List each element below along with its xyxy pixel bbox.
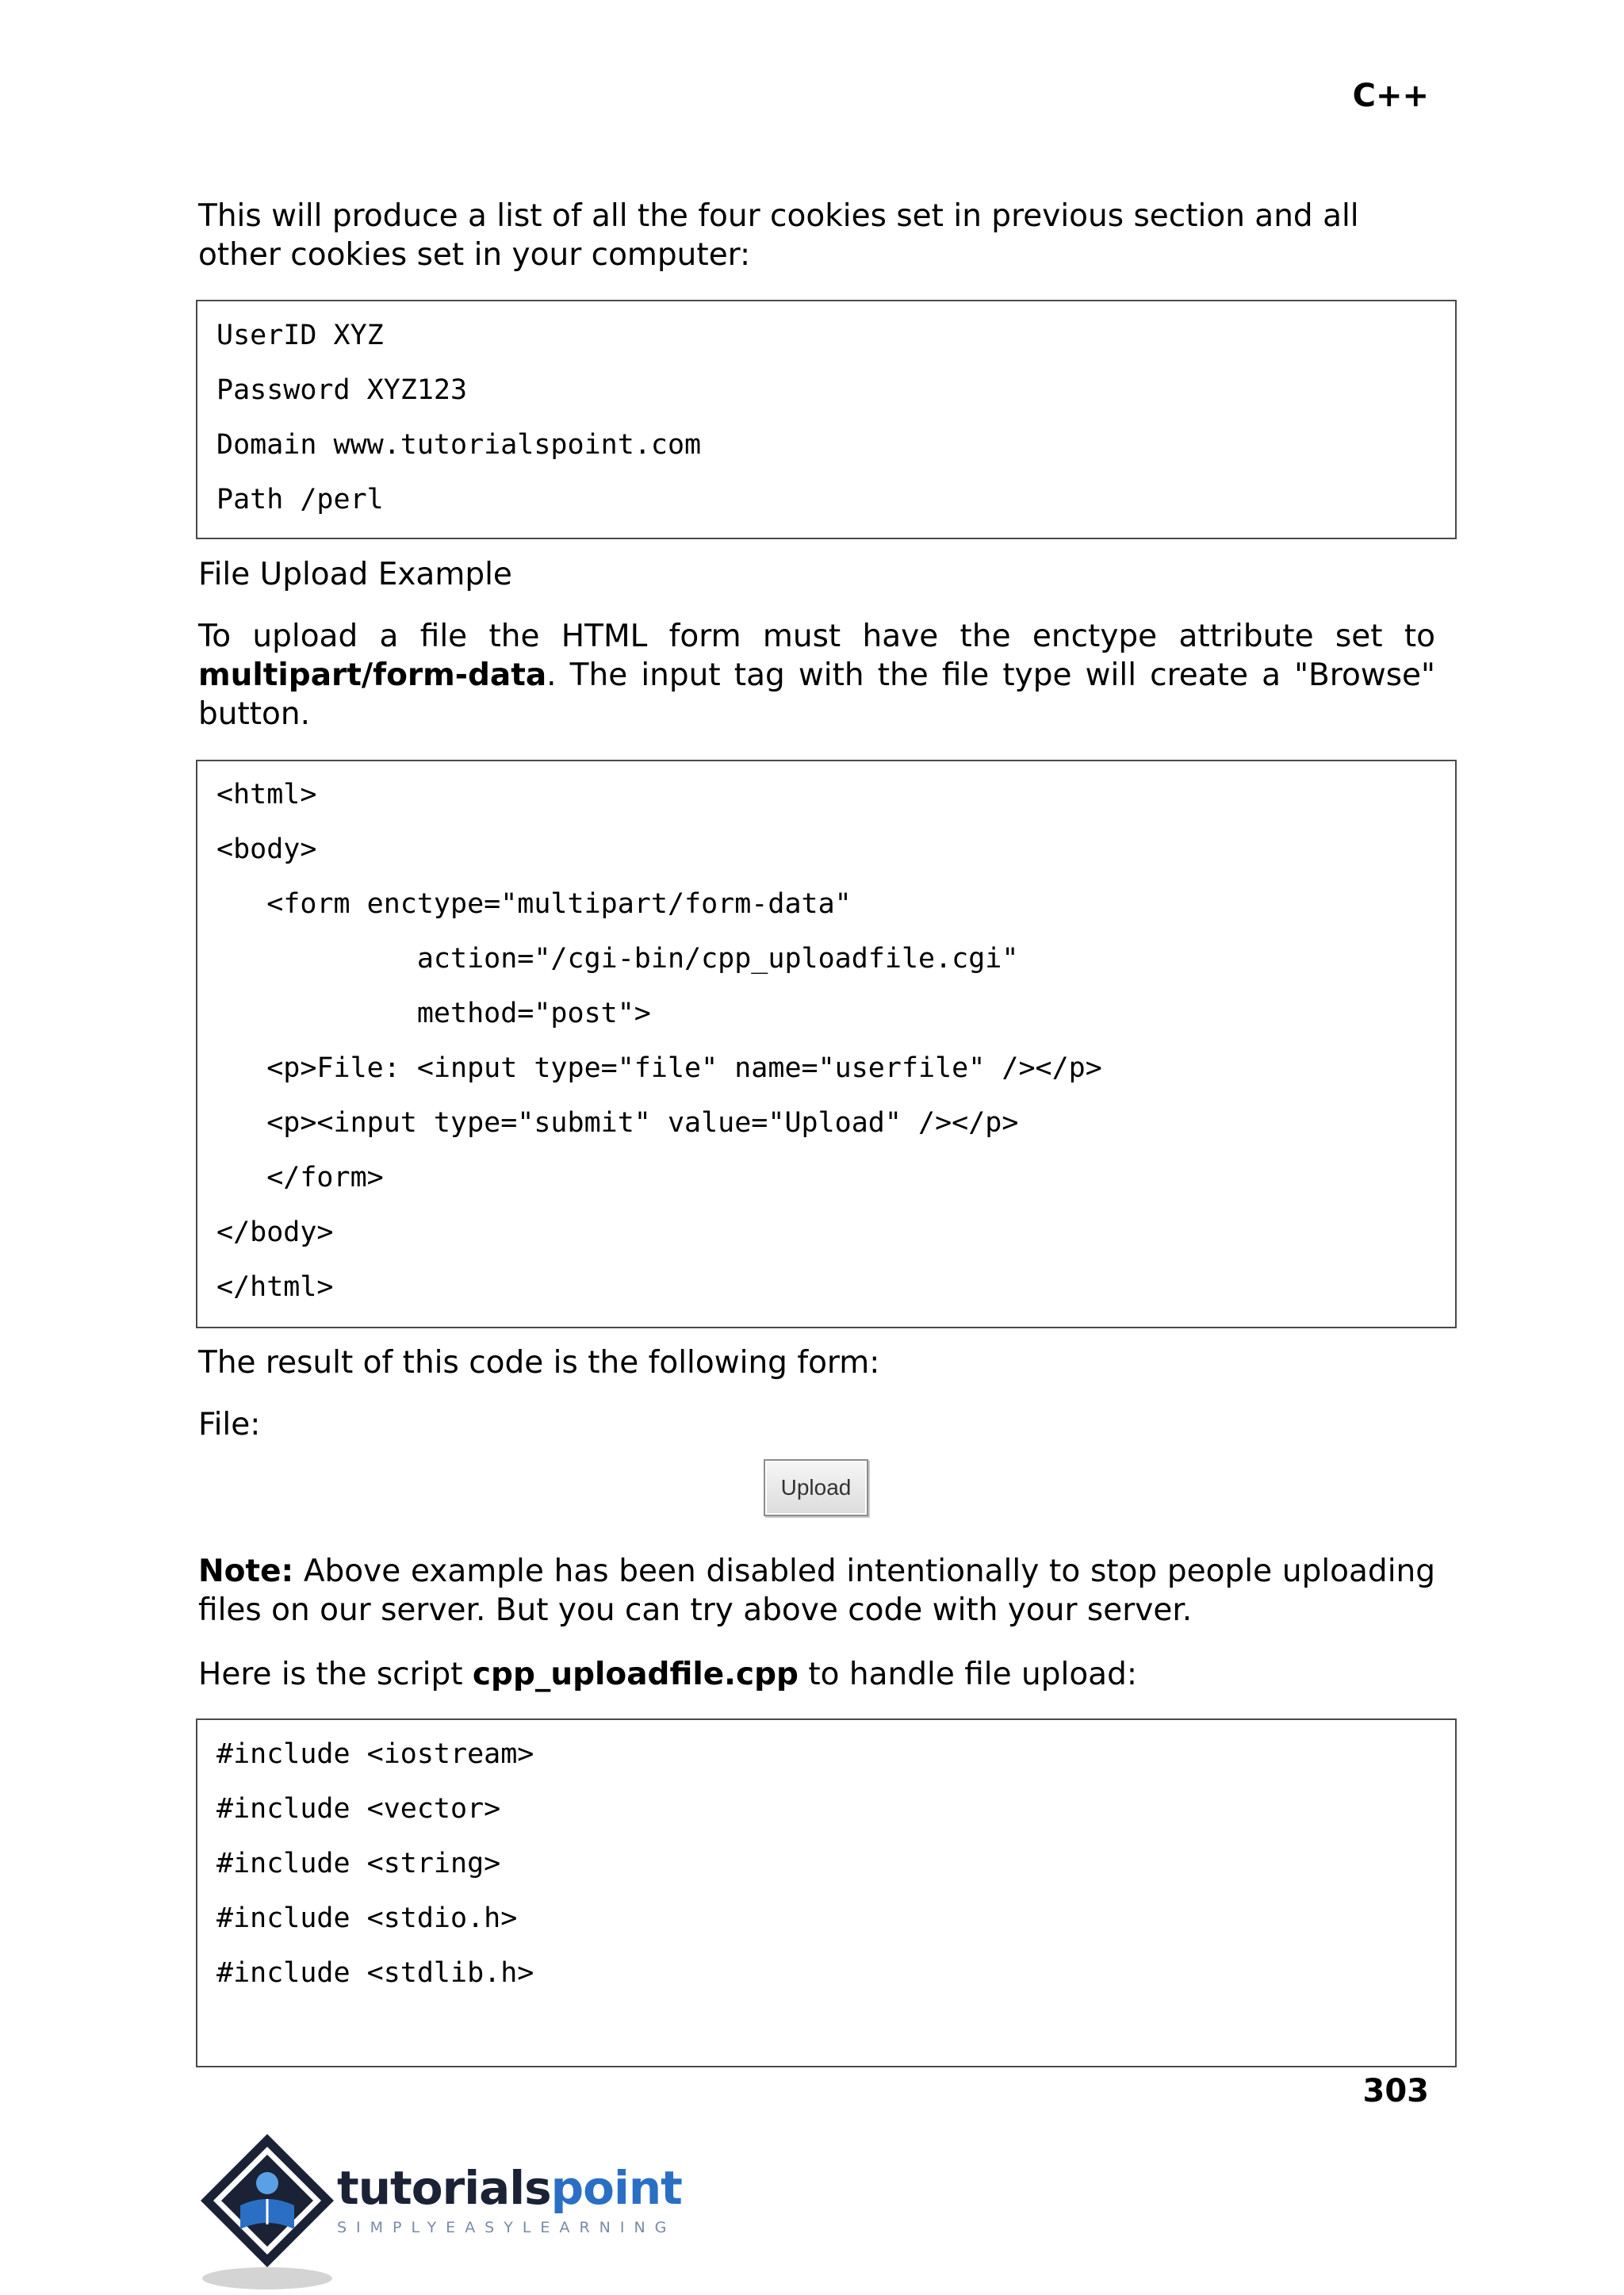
code-line: Password XYZ123: [216, 374, 468, 406]
code-line: Domain www.tutorialspoint.com: [216, 429, 702, 461]
html-code-block: [196, 760, 1457, 1328]
page-number: 303: [1362, 2073, 1429, 2109]
upload-paragraph: [198, 617, 1435, 734]
note-label: Note:: [198, 1554, 294, 1589]
logo-word-point: point: [550, 2161, 682, 2215]
code-line: <form enctype="multipart/form-data": [216, 888, 852, 920]
script-filename: cpp_uploadfile.cpp: [472, 1657, 799, 1692]
code-line: UserID XYZ: [216, 320, 384, 351]
code-line: #include <string>: [216, 1848, 501, 1879]
section-heading: File Upload Example: [198, 557, 512, 592]
result-text: The result of this code is the following form:: [198, 1345, 880, 1381]
logo-tagline: SIMPLYEASYLEARNING: [337, 2219, 676, 2236]
code-line: </body>: [216, 1216, 334, 1248]
code-line: </form>: [216, 1162, 384, 1193]
code-line: <html>: [216, 779, 317, 810]
script-paragraph-text: Here is the script: [198, 1657, 473, 1692]
upload-paragraph-text-end: . The input tag with the file type will create a "Browse" button.: [198, 657, 1435, 732]
intro-paragraph: This will produce a list of all the four cookies set in previous section and all other cookies set in your computer:: [198, 198, 1359, 273]
cookies-code-block: [196, 300, 1457, 539]
code-line: #include <iostream>: [216, 1738, 534, 1770]
code-line: #include <stdlib.h>: [216, 1957, 534, 1989]
tutorialspoint-logo-icon: [194, 2128, 345, 2294]
note-paragraph: [198, 1552, 1435, 1630]
code-line: </html>: [216, 1271, 334, 1303]
code-line: #include <vector>: [216, 1793, 501, 1825]
logo-wordmark: [337, 2161, 682, 2215]
code-line: <p><input type="submit" value="Upload" /></p>: [216, 1107, 1019, 1139]
upload-paragraph-text: To upload a file the HTML form must have the enctype attribute set to: [198, 619, 1435, 654]
note-text: Above example has been disabled intentionally to stop people uploading files on our server. But you can try above code with your server.: [198, 1554, 1435, 1628]
upload-button[interactable]: Upload: [764, 1459, 868, 1516]
page-header-title: C++: [1352, 78, 1429, 114]
enctype-value: multipart/form-data: [198, 657, 547, 693]
cpp-code-block: [196, 1718, 1457, 2067]
script-paragraph-text-end: to handle file upload:: [798, 1657, 1137, 1692]
code-line: <p>File: <input type="file" name="userfile" /></p>: [216, 1052, 1102, 1084]
logo-word-tutorials: tutorials: [337, 2161, 551, 2215]
code-line: <body>: [216, 833, 317, 865]
code-line: method="post">: [216, 998, 651, 1029]
file-label: File:: [198, 1407, 261, 1443]
code-line: #include <stdio.h>: [216, 1902, 518, 1934]
logo-shadow: [202, 2267, 332, 2289]
code-line: Path /perl: [216, 484, 384, 515]
script-paragraph: [198, 1655, 1435, 1694]
logo-head: [256, 2172, 278, 2194]
code-line: action="/cgi-bin/cpp_uploadfile.cgi": [216, 943, 1019, 975]
